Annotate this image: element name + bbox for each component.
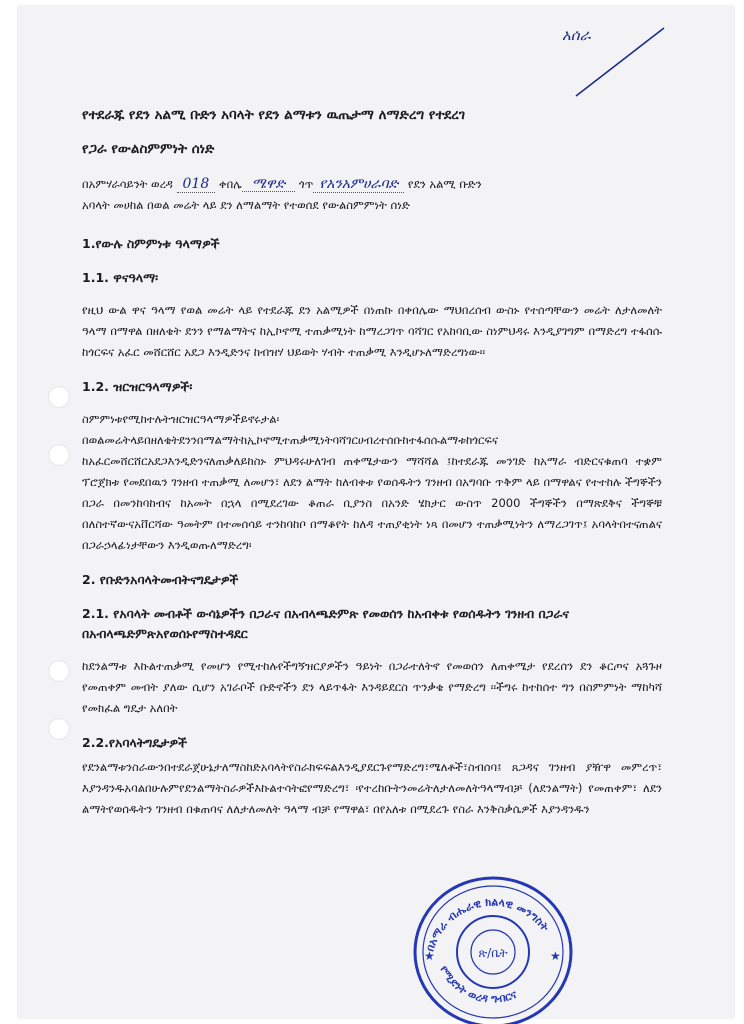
punch-hole [48,718,70,740]
document-title-line2: የጋራ የውልስምምነት ሰነድ [82,141,215,157]
intro-suffix: የደን አልሚ ቡድን [407,177,482,191]
group-name-field: የአንአምሀራባድ [313,176,404,193]
section2-heading: 2. የቡድንአባላትመብትናግዴታዎች [82,572,239,587]
village-name-field: ሜዋድ [251,176,286,192]
document-body [82,98,662,830]
section2-1-text: ከደንልማቱ እኩልተጠቃሚ የመሆን የሚተከሉየችግኝዝርያዎችን ዓይነት በጋራተለትኖ የመወሰን ለጠቀሜታ የደረሰን ደን ቆርጦና አጓጉዞ የመጠቀም መብት ያለው ሲሆን አገራቦች ቡድኖችን ደን ላይጥፋት እንዳይደርስ ጥንቃቄ የማድረግ ፡፡ችግሩ ከተከሰተ ግን በስምምነት ማከካሻ የመክፈል ግዴታ አለበት [82,659,662,715]
section1-1-heading: 1.1. ዋናዓላማ፡ [82,270,159,285]
stamp-star-right: ★ [550,949,561,963]
document-title-line1: የተደራጁ የደን አልሚ ቡድን አባላት የደን ልማቱን ዉጤታማ ለማድረግ የተደረገ [82,107,466,123]
section2-2-heading: 2.2.የአባላትግዴታዎች [82,735,187,750]
section1-2-intro: ስምምነቱየሚከተሉትዝርዝርዓላማዎችይኖሩታል፡ [82,412,280,426]
svg-text:በአማራ ብሔራዊ ክልላዊ መንግስት [423,896,552,953]
section1-2-text: በወልመሬትላይበዘለቄትደንንበማልማትከኢኮኖሚተጠቃሚነትባሻገርሀብረተሰቡከተፋሰሱልማቱከጎርፍና ከአፈርመሸርሸርአደጋእንዲድንናለጠቃለይከስኑ ምህዳሩሁለገብ ጠቀሜታውን ማሻሻል ፤ከተደራጁ መንገድ ከአማራ ብድርናቁጠባ ተቋም ፕሮጀክቱ የመደበዉን ገንዘብ ተጠቃሚ ለመሆን፣ ለደን ልማት ከለብቀቱ የወሰዱትን ገንዘብ በአግባቡ ጥቅም ላይ በማዋልና የተተከሉ ችግኞችን በጋራ በመንከባከብና ከአመት በኋላ በሚደረገው ቆጠራ ቢያንስ በአንድ ሄክታር ውስጥ 2000 ችግኞችን በማጽደቅና ችግኞቹ በለስተኛውናአቨርሻው ዓመትም በተመሰሳይ ተንከባከቦ በማቆየት ከለዳ ተጠያቂነት ነጻ በመሆን ተጠቃሚነትን ለማረጋገጥ፤ አባላትበተናጠልና በጋራኃላፊነታቸውን እንዲወጡለማድረግ፡ [82,433,662,552]
official-stamp [408,868,578,1024]
intro-prefix: በአምሃራሳይንት ወረዳ [82,177,173,191]
section2-1-heading: 2.1. የአባላት መብቶች ውሳኔዎችን በጋራና በአብላጫድምጽ የመወሰን ከአብቀቱ የወሰዱትን ገንዘብ በጋራና በአብላጫድምጽአየወሰኑየማስተዳደር [82,606,569,641]
handwritten-slash-mark [572,24,668,100]
stamp-text-bottom: የሚደንት ወረዳ ግብርና [437,963,519,1006]
kebele-number-field: 018 [177,176,216,193]
kebele-label: ቀበሌ [218,177,242,191]
punch-hole [48,386,70,408]
intro-line2: አባላት መሀከል በወል መሬት ላይ ደን ለማልማት የተወሰደ የውልስምምነት ሰነድ [82,198,410,212]
handwritten-annotation: አሰራ [562,26,591,44]
section1-heading: 1.የውሉ ስምምነቱ ዓላማዎች [82,236,220,251]
stamp-star-left: ★ [424,949,435,963]
stamp-text-center: ጽ/ቤት [478,946,508,960]
section1-2-heading: 1.2. ዝርዝርዓላማዎች፡ [82,379,193,394]
intro-line1 [82,174,662,195]
punch-hole [48,444,70,466]
section1-1-text: የዚህ ውል ዋና ዓላማ የወል መሬት ላይ የተደራጁ ደን አልሚዎች በነጠኩ በቀበሌው ማህበረሰብ ውስኑ የተሰጣቸውን መሬት ለታለመለት ዓላማ በማዋል በዘለቄት ደንን የማልማትና ከኢኮኖሚ ተጠቃሚነት ከማረጋገጥ ባሻገር የአከባቢው ስነምህዳሩ እንዲያገግም በማድረግ ተፋሰሱ ከጎርፍና አፈር መሸርሸር አደጋ እንዲድንና ከብዝሃ ህይወት ሃብት ተጠቃሚ እንዲሆኑለማድረግነው፡፡ [82,303,662,359]
stamp-text-top: በአማራ ብሔራዊ ክልላዊ መንግስት [423,895,552,953]
punch-hole [48,660,70,682]
section2-2-text: የደንልማቱንስራውንበተደራጀሁኔታለማስከድአባላትየስራክፍፍልእንዲያደርጉየማድረግ፣ሜለቶች፣ስብሰባ፤ ጸጋዳና ገንዘብ ያዥዋ መምረጥ፣ እያንዳንዱአባልበሁሉምየደንልማትስራዎችእኩልተሳትፎየማድረግ፣ ፡የተረከቡትንመሬትለታለመለትዓላማብቻ (ለደንልማት) የመጠቀም፣ ለደን ልማትየወሰዱትን ገንዘብ በቁጠባና ለለታለመለት ዓላማ ብቻ የማዋል፣ በየአለቱ በሚደረጉ የስራ እንቅስቃሴዎች እያንዳንዱን [82,760,662,816]
got-label: ጎጥ [298,177,314,191]
